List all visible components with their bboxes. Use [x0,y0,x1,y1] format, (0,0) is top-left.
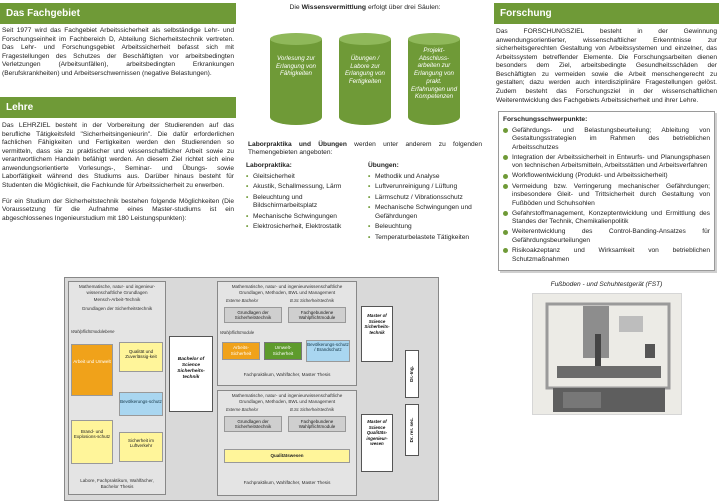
module-umwelt-sicherheit: Umwelt-Sicherheit [264,342,302,360]
labs-list [246,162,362,245]
lehre-heading: Lehre [0,97,236,118]
pillar-label: Übungen / Labore zur Erlangung von Fertigkeiten [345,54,385,86]
list-item: Integration der Arbeitssicherheit in Entwurfs- und Planungsphasen von technischen Arbeitsmitteln, Arbeitsstätten und Arbeitsverfahren [503,154,710,171]
lab-lists [246,162,484,245]
labs-heading: Laborpraktika: [246,161,292,169]
pillar-uebungen [339,33,391,129]
module-qualitaet: Qualität und Zuverlässig-keit [119,342,163,372]
bachelor-wahlpflicht-label: Wahlpflichtmodulebene [71,329,115,334]
master1-bsc: B.Sc Sicherheitstechnik [290,298,334,303]
pillars-title-post: erfolgt über drei Säulen: [366,4,441,11]
module-brand: Brand- und Explosions-schutz [71,420,113,464]
list-item: • Elektrosicherheit, Elektrostatik [246,223,362,232]
pillars-title-bold: Wissensvermittlung [301,4,367,11]
bachelor-header: Mathematische, natur- und ingenieur-wissenschaftliche Grundlagen [78,284,156,295]
master1-fachgebundene: Fachgebundene Wahlpflichtmodule [288,307,346,323]
list-item: • Gleitsicherheit [246,173,362,182]
module-bevoelkerung: Bevölkerungs-schutz [119,392,163,416]
pillar-label: Projekt-Abschluss-arbeiten zur Erlangung von prakt. Erfahrungen und Kompetenzen [410,46,458,101]
master1-footer: Fachpraktikum, Wahlfächer, Master Thesis [243,372,331,377]
master2-footer: Fachpraktikum, Wahlfächer, Master Thesis [243,480,331,485]
labs-intro-bold: Laborpraktika und Übungen [248,140,347,148]
master1-ext-bachelor: Externe Bachelor [226,298,259,303]
module-luftverkehr: Sicherheit im Luftverkehr [119,432,163,462]
doctorate-ing [405,350,419,398]
left-column [0,0,236,223]
schwerpunkte-heading: Forschungsschwerpunkte: [503,116,588,124]
lehre-text-2: Für ein Studium der Sicherheitstechnik bestehen folgende Möglichkeiten (Die Voraussetzung für die Aufnahme eines Master-studiums ist ein abgeschlossenes Ingenieurstudium mit 180 Leistungspunkten): [2,197,234,222]
list-item: Vermeidung bzw. Verringerung mechanischer Gefährdungen; insbesondere Gleit- und Trittsicherheit durch Gestaltung von Fußböden und Schuhsohlen [503,183,710,209]
module-arbeits-sicherheit: Arbeits-Sicherheit [222,342,260,360]
module-arbeit-umwelt: Arbeit und Umwelt [71,344,113,396]
pillars-title [246,4,484,13]
photo-caption: Fußboden - und Schuhtestgerät (FST) [550,280,663,288]
forschung-heading: Forschung [494,3,719,24]
doctorate-rer-label: Dr. rer. sec. [409,417,415,443]
test-machine-photo [532,293,682,415]
list-item: • Luftverunreinigung / Lüftung [368,183,484,192]
study-paths-diagram [64,277,439,501]
forschung-text: Das FORSCHUNGSZIEL besteht in der Gewinnung anwendungsorientierter, wissenschaftlicher Erkenntnisse zur sicherheitsgerechten Gestaltung von Arbeitssystemen und einzelner, das Arbeitssystem betreffender Elemente. Die Forschungsarbeiten dienen besonders dem Ziel, arbeitsbedingte Gesundheitsschäden der Beschäftigten zu vermeiden sowie die Arbeit menschengerecht zu gestalten; dazu werden auch interdisziplinäre Fragestellungen gelöst. Zudem besteht das Forschungsziel in der wissenschaftlichen Weiterentwicklung des Fachgebiets Arbeitssicherheit und ihrer Lehre. [496,28,717,104]
doctorate-rer [405,404,419,456]
pillar-vorlesung [270,33,322,129]
fachgebiet-heading: Das Fachgebiet [0,3,236,24]
fachgebiet-text: Seit 1977 wird das Fachgebiet Arbeitssicherheit als selbständige Lehr- und Forschungseinheit im Fachbereich D, Abteilung Sicherheitstechnik vertreten. Das Lehr- und Forschungsgebiet Arbeitssicherheit befasst sich mit Fragestellungen des Schutzes der Beschäftigten vor arbeitsbedingten Verletzungen (Arbeitsunfällen), arbeitsbedingten Erkrankungen (Berufskrankheiten) und Arbeitserschwernissen (negative Belastungen). [2,27,234,77]
middle-column [246,0,484,244]
bachelor-block [68,281,166,495]
master2-header: Mathematische, natur- und ingenieurwissenschaftliche Grundlagen, Methoden, BWL und Management [231,393,343,404]
list-item: Gefährdungs- und Belastungsbeurteilung; Ableitung von Gestaltungsstrategien im Rahmen des betrieblichen Arbeitsschutzes [503,127,710,153]
list-item: • Beleuchtung und Bildschirmarbeitsplatz [246,194,362,211]
module-bev-brand: Bevölkerungs-schutz / Brandschutz [306,340,350,362]
bachelor-footer: Labore, Fachpraktikum, Wahlfächer, Bachelor Thesis [80,478,154,489]
master-sicherheit-title: Master of Science Sicherheits-technik [361,306,393,362]
list-item: Weiterentwicklung des Control-Banding-Ansatzes für Gefährdungsbeurteilungen [503,228,710,245]
list-item: • Akustik, Schallmessung, Lärm [246,183,362,192]
list-item: Workflowentwicklung (Produkt- und Arbeitssicherheit) [503,172,710,181]
right-column [494,0,719,415]
master2-grundlagen: Grundlagen der Sicherheitstechnik [224,416,282,432]
master1-header: Mathematische, natur- und ingenieurwissenschaftliche Grundlagen, Methoden, BWL und Management [231,284,343,295]
list-item: Gefahrstoffmanagement, Konzeptentwicklung und Ermittlung des Standes der Technik, Chemikalienpolitik [503,210,710,227]
master2-ext-bachelor: Externe Bachelor [226,407,259,412]
list-item: Risikoakzeptanz und Wirksamkeit von betrieblichen Schutzmaßnahmen [503,247,710,264]
labs-intro-rest: werden unter anderem zu folgenden Themengebieten angeboten: [248,140,482,157]
lehre-text-1: Das LEHRZIEL besteht in der Vorbereitung der Studierenden auf das berufliche Tätigkeitsfeld "Sicherheitsingenieurin". Die dafür erforderlichen fachlichen Fähigkeiten und Fertigkeiten werden den Studierenden so vermitteln, dass sie zu praktischer und wissenschaftlicher Arbeit sowie zu verantwortlichem Handeln befähigt werden. An diesem Ziel richtet sich eine anwendungsorientierte Vorlesungs-, Seminar- und Übungs- sowie Laborfätigkeit während des Studiums aus. Darüber hinaus besteht für Studenten die Möglichkeit, die Fachkunde für Arbeitssicherheit zu erwerben. [2,122,234,189]
module-qualitaetswesen: Qualitätswesen [224,449,350,463]
uebungen-list [368,162,484,245]
list-item: • Lärmschutz / Vibrationsschutz [368,194,484,203]
master1-grundlagen: Grundlagen der Sicherheitstechnik [224,307,282,323]
pillars [246,15,484,141]
uebungen-heading: Übungen: [368,161,399,169]
list-item: • Methodik und Analyse [368,173,484,182]
list-item: • Mechanische Schwingungen und Gefährdungen [368,204,484,221]
bachelor-degree-title: Bachelor of Science Sicherheits-technik [169,336,213,412]
master-sicherheit-block [217,281,357,386]
list-item: • Mechanische Schwingungen [246,213,362,222]
bachelor-grundlagen: Grundlagen der Sicherheitstechnik [81,306,153,311]
pillar-projekt [408,33,460,129]
master2-bsc: B.Sc Sicherheitstechnik [290,407,334,412]
master1-wahlpflicht-label: Wahlpflichtmodule [220,330,255,335]
list-item: • Beleuchtung [368,223,484,232]
labs-intro [246,141,484,158]
forschungsschwerpunkte-box [498,111,715,271]
bachelor-mensch: Mensch-Arbeit-Technik [93,297,141,302]
pillars-title-pre: Die [289,4,302,11]
master-qualitaet-block [217,390,357,496]
master2-fachgebundene: Fachgebundene Wahlpflichtmodule [288,416,346,432]
doctorate-ing-label: Dr.-Ing. [409,366,415,382]
pillar-label: Vorlesung zur Erlangung von Fähigkeiten [276,54,316,78]
master-qualitaet-title: Master of Science Qualitäts-ingenieur-wesen [361,414,393,472]
list-item: • Temperaturbelastete Tätigkeiten [368,234,484,243]
